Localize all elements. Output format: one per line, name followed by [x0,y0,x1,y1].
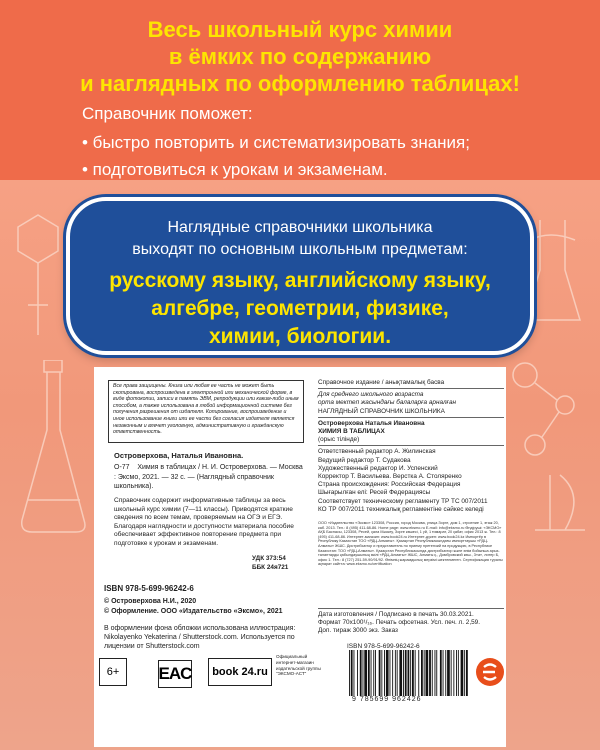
catalog-entry [114,463,304,492]
barcode-isbn: ISBN 978-5-699-96242-6 [347,643,420,650]
copyright-notice: Все права защищены. Книга или любая ее часть не может быть скопирована, воспроизведена в электронной или механической форме, в виде фотокопии, записи в память ЭВМ, репродукции или каким-либо иным способом, а также использована в любой информационной системе без получения разрешения от издателя. Копирование, воспроизведение и иное использование книги или ее части без согласия издателя является незаконным и влечет уголовную, административную и гражданскую ответственность. [108,380,304,443]
publisher-block: ООО «Издательство «Эксмо» 123308, Россия, город Москва, улица Зорге, дом 1, строение 1, этаж 20, каб. 2013. Тел.: 8 (495) 411-68-86. Home page: www.eksmo.ru E-mail: info@eksmo.ru Өндіруші: «ЭКСМО» АҚБ Баспасы, 123308, Ресей, қала Мәскеу, Зорге көшесі, 1 үй, 1 ғимарат, 20 қабат, офис 2013 ж. Тел.: 8 (495) 411-68-86. Интернет-магазин: www.book24.ru Интернет-дүкен: www.book24.kz Импортёр в Республику Казахстан ТОО «РДЦ-Алматы». Қазақстан Республикасындағы импорттаушы «РДЦ-Алматы» ЖШС. Дистрибьютор и представитель по приему претензий на продукцию, в Республике Казахстан: ТОО «РДЦ-Алматы». Қазақстан Республикасында дистрибьютор және өнім бойынша арыз-талаптарды қабылдаушының өкілі «РДЦ-Алматы» ЖШС, Алматы қ., Домбровский көш., 3«а», литер Б, офис 1. Тел.: 8 (727) 251-59-90/91/92. Өнімнің жарамдылық мерзімі шектелмеген. Сертификация туралы ақпарат сайтта: www.eksmo.ru/certification [318,521,503,567]
staff-1: Ответственный редактор А. Жилинская [318,448,436,456]
divider [318,388,504,389]
staff-8: КО ТР 007/2011 техникалық регламентіне сәйкес келеді [318,505,484,513]
catalog-author: Островерхова, Наталья Ивановна. [114,451,244,460]
print-details [318,607,504,636]
annotation: Справочник содержит информативные таблицы за весь школьный курс химии (7—11 классы). Приводятся краткие сведения по всем темам, проверяемым на ОГЭ и ЕГЭ. Благодаря наглядности и доступности материала пособие обеспечивает эффективное повторение предмета при подготовке к урокам и экзаменам. [114,497,294,547]
divider [318,608,504,609]
staff-4: Корректор Т. Васильева. Верстка А. Столяренко [318,473,462,481]
age-note-kz: орта мектеп жасындағы балаларға арналған [318,399,457,407]
staff-2: Ведущий редактор Т. Судакова [318,456,411,464]
helper-bullet-2: • подготовиться к урокам и экзаменам. [82,160,388,179]
staff-5: Страна происхождения: Российская Федерация [318,481,461,489]
barcode-digits: 9 785699 962426 [352,696,422,703]
banner-intro-line-1: Наглядные справочники школьника [167,219,433,236]
catalog-code: О-77 [114,464,130,471]
divider [318,417,504,418]
isbn-text: ISBN 978-5-699-96242-6 [104,584,194,593]
udk-code: УДК 373:54 [252,555,286,562]
headline [0,16,600,97]
banner-subjects [70,267,530,351]
illustration-credit: В оформлении фона обложки использована иллюстрация: Nikolayenko Yekaterina / Shutterstock.com. Используется по лицензии от Shutterstock.com [104,625,296,650]
imprint-title-kz: (орыс тілінде) [318,436,360,444]
banner-intro-line-2: выходят по основным школьным предметам: [132,241,468,258]
age-rating-badge: 6+ [99,658,127,686]
banner-subjects-line-2: алгебре, геометрии, физике, [151,297,449,320]
age-note-ru: Для среднего школьного возраста [318,391,424,399]
print-format: Формат 70x100¹/₁₆. Печать офсетная. Усл. печ. л. 2,59. [318,619,480,627]
print-run: Доп. тираж 3000 экз. Заказ [318,627,398,635]
edition-type: Справочное издание / анықтамалық басва [318,379,445,386]
classification-codes [252,555,288,572]
eac-icon: EAC [158,660,192,688]
subjects-banner [66,197,534,355]
bbk-code: ББК 24я721 [252,563,289,571]
headline-line-2: в ёмких по содержанию [168,44,432,69]
staff-3: Художественный редактор И. Успенский [318,464,438,472]
copyright-author: © Островерхова Н.И., 2020 [104,598,197,605]
imprint-right-column [318,379,504,514]
banner-subjects-line-3: химии, биологии. [208,325,392,348]
barcode-icon [347,650,469,700]
copyright-lines [104,597,283,617]
staff-6: Шығарылған елі: Ресей Федерациясы [318,489,431,497]
helper-title: Справочник поможет: [82,104,253,123]
staff-7: Соответствует техническому регламенту ТР ТС 007/2011 [318,497,488,505]
copyright-design: © Оформление. ООО «Издательство «Эксмо», 2021 [104,608,283,615]
flask-doodle-icon [14,360,94,540]
eac-mark [150,655,200,693]
catalog-text: Химия в таблицах / Н. И. Островерхова. — Москва : Эксмо, 2021. — 32 с. — (Наглядный справочник школьника). [114,464,303,490]
imprint-title: ХИМИЯ В ТАБЛИЦАХ [318,428,385,436]
molecule-doodle-icon [505,355,600,535]
structure-doodle-icon [8,205,68,345]
imprint-author: Островерхова Наталья Ивановна [318,419,425,427]
banner-subjects-line-1: русскому языку, английскому языку, [109,269,491,292]
banner-intro [70,217,530,261]
headline-line-3: и наглядных по оформлению таблицах! [80,71,520,96]
divider [318,445,504,446]
eksmo-logo-icon [475,657,505,687]
helper-bullet-1: • быстро повторить и систематизировать знания; [82,133,470,152]
book24-logo: book 24.ru [208,658,272,686]
series-name: НАГЛЯДНЫЙ СПРАВОЧНИК ШКОЛЬНИКА [318,407,445,415]
headline-line-1: Весь школьный курс химии [147,17,453,42]
shop-caption: Официальный интернет-магазин издательской группы "ЭКСМО-АСТ" [276,654,321,677]
print-date: Дата изготовления / Подписано в печать 30.03.2021. [318,611,474,618]
